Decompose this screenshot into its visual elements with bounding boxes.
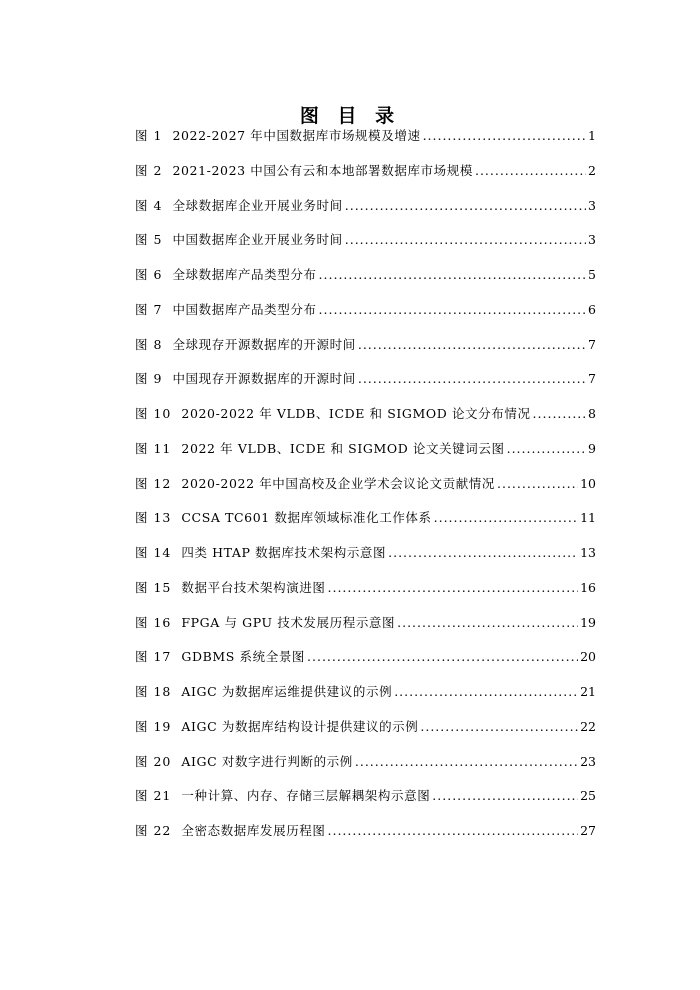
figure-label: 图 15 bbox=[135, 580, 172, 595]
toc-entry[interactable] bbox=[135, 474, 596, 494]
toc-entry[interactable] bbox=[135, 265, 596, 285]
page-number: 23 bbox=[580, 754, 596, 769]
figure-title: 全密态数据库发展历程图 bbox=[181, 823, 326, 838]
dot-leader bbox=[345, 232, 586, 247]
figure-title: AIGC 为数据库运维提供建议的示例 bbox=[181, 684, 393, 699]
toc-entry[interactable] bbox=[135, 543, 596, 563]
figure-title: FPGA 与 GPU 技术发展历程示意图 bbox=[181, 615, 396, 630]
page-number: 2 bbox=[588, 163, 596, 178]
page-title: 图 目 录 bbox=[299, 104, 401, 127]
toc-entry[interactable] bbox=[135, 230, 596, 250]
dot-leader bbox=[397, 615, 578, 630]
figure-title: 2022 年 VLDB、ICDE 和 SIGMOD 论文关键词云图 bbox=[181, 441, 505, 456]
page-number: 25 bbox=[580, 788, 596, 803]
figure-label: 图 22 bbox=[135, 823, 172, 838]
figure-label: 图 12 bbox=[135, 476, 172, 491]
figure-label: 图 4 bbox=[135, 198, 163, 213]
dot-leader bbox=[358, 337, 586, 352]
page-number: 8 bbox=[588, 406, 596, 421]
dot-leader bbox=[432, 788, 578, 803]
figure-label: 图 19 bbox=[135, 719, 172, 734]
figure-title: CCSA TC601 数据库领域标准化工作体系 bbox=[181, 510, 432, 525]
figure-label: 图 6 bbox=[135, 267, 163, 282]
figure-label: 图 21 bbox=[135, 788, 172, 803]
figure-label: 图 8 bbox=[135, 337, 163, 352]
page-number: 19 bbox=[580, 615, 596, 630]
dot-leader bbox=[319, 267, 587, 282]
figure-label: 图 1 bbox=[135, 128, 163, 143]
figure-title: AIGC 为数据库结构设计提供建议的示例 bbox=[181, 719, 419, 734]
figure-title: 2020-2022 年 VLDB、ICDE 和 SIGMOD 论文分布情况 bbox=[181, 406, 531, 421]
page-number: 1 bbox=[588, 128, 596, 143]
dot-leader bbox=[328, 823, 579, 838]
page-number: 21 bbox=[580, 684, 596, 699]
toc-entry[interactable] bbox=[135, 578, 596, 598]
figure-title: 全球数据库产品类型分布 bbox=[172, 267, 317, 282]
toc-entry[interactable] bbox=[135, 821, 596, 841]
toc-entry[interactable] bbox=[135, 647, 596, 667]
page-number: 20 bbox=[580, 649, 596, 664]
toc-entry[interactable] bbox=[135, 404, 596, 424]
figure-title: 四类 HTAP 数据库技术架构示意图 bbox=[181, 545, 387, 560]
page-number: 9 bbox=[588, 441, 596, 456]
toc-entry[interactable] bbox=[135, 508, 596, 528]
dot-leader bbox=[475, 163, 586, 178]
figure-label: 图 10 bbox=[135, 406, 172, 421]
figure-label: 图 17 bbox=[135, 649, 172, 664]
figure-title: 2021-2023 中国公有云和本地部署数据库市场规模 bbox=[172, 163, 473, 178]
figure-label: 图 16 bbox=[135, 615, 172, 630]
dot-leader bbox=[533, 406, 587, 421]
toc-entry[interactable] bbox=[135, 717, 596, 737]
page-number: 5 bbox=[588, 267, 596, 282]
figure-label: 图 9 bbox=[135, 371, 163, 386]
page-number: 3 bbox=[588, 198, 596, 213]
toc-entry[interactable] bbox=[135, 682, 596, 702]
figure-title: GDBMS 系统全景图 bbox=[181, 649, 306, 664]
dot-leader bbox=[388, 545, 578, 560]
figure-label: 图 18 bbox=[135, 684, 172, 699]
page-number: 13 bbox=[580, 545, 596, 560]
figure-label: 图 14 bbox=[135, 545, 172, 560]
page-number: 27 bbox=[580, 823, 596, 838]
dot-leader bbox=[434, 510, 578, 525]
toc-entry[interactable] bbox=[135, 752, 596, 772]
dot-leader bbox=[497, 476, 578, 491]
toc-entry[interactable] bbox=[135, 335, 596, 355]
figure-title: 一种计算、内存、存储三层解耦架构示意图 bbox=[181, 788, 431, 803]
dot-leader bbox=[307, 649, 578, 664]
figure-label: 图 5 bbox=[135, 232, 163, 247]
figure-title: 数据平台技术架构演进图 bbox=[181, 580, 326, 595]
dot-leader bbox=[345, 198, 586, 213]
figure-title: 全球现存开源数据库的开源时间 bbox=[172, 337, 356, 352]
page-number: 11 bbox=[580, 510, 596, 525]
page-number: 22 bbox=[580, 719, 596, 734]
toc-entry[interactable] bbox=[135, 196, 596, 216]
figure-title: 中国现存开源数据库的开源时间 bbox=[172, 371, 356, 386]
figure-label: 图 20 bbox=[135, 754, 172, 769]
dot-leader bbox=[358, 371, 586, 386]
dot-leader bbox=[355, 754, 578, 769]
figure-label: 图 11 bbox=[135, 441, 172, 456]
toc-entry[interactable] bbox=[135, 786, 596, 806]
dot-leader bbox=[423, 128, 586, 143]
figure-label: 图 7 bbox=[135, 302, 163, 317]
dot-leader bbox=[507, 441, 586, 456]
page-number: 7 bbox=[588, 371, 596, 386]
figure-title: 中国数据库企业开展业务时间 bbox=[172, 232, 343, 247]
toc-entry[interactable] bbox=[135, 369, 596, 389]
figure-label: 图 2 bbox=[135, 163, 163, 178]
toc-entry[interactable] bbox=[135, 300, 596, 320]
page-number: 10 bbox=[580, 476, 596, 491]
dot-leader bbox=[328, 580, 579, 595]
figure-label: 图 13 bbox=[135, 510, 172, 525]
figure-title: 2020-2022 年中国高校及企业学术会议论文贡献情况 bbox=[181, 476, 496, 491]
toc-entry[interactable] bbox=[135, 126, 596, 146]
figure-title: 全球数据库企业开展业务时间 bbox=[172, 198, 343, 213]
dot-leader bbox=[319, 302, 587, 317]
dot-leader bbox=[394, 684, 578, 699]
figure-title: AIGC 对数字进行判断的示例 bbox=[181, 754, 353, 769]
page-number: 16 bbox=[580, 580, 596, 595]
toc-entry[interactable] bbox=[135, 161, 596, 181]
page-number: 7 bbox=[588, 337, 596, 352]
page-number: 6 bbox=[588, 302, 596, 317]
toc-entry[interactable] bbox=[135, 613, 596, 633]
dot-leader bbox=[420, 719, 578, 734]
figure-title: 2022-2027 年中国数据库市场规模及增速 bbox=[172, 128, 421, 143]
page-number: 3 bbox=[588, 232, 596, 247]
figure-title: 中国数据库产品类型分布 bbox=[172, 302, 317, 317]
toc-entry[interactable] bbox=[135, 439, 596, 459]
